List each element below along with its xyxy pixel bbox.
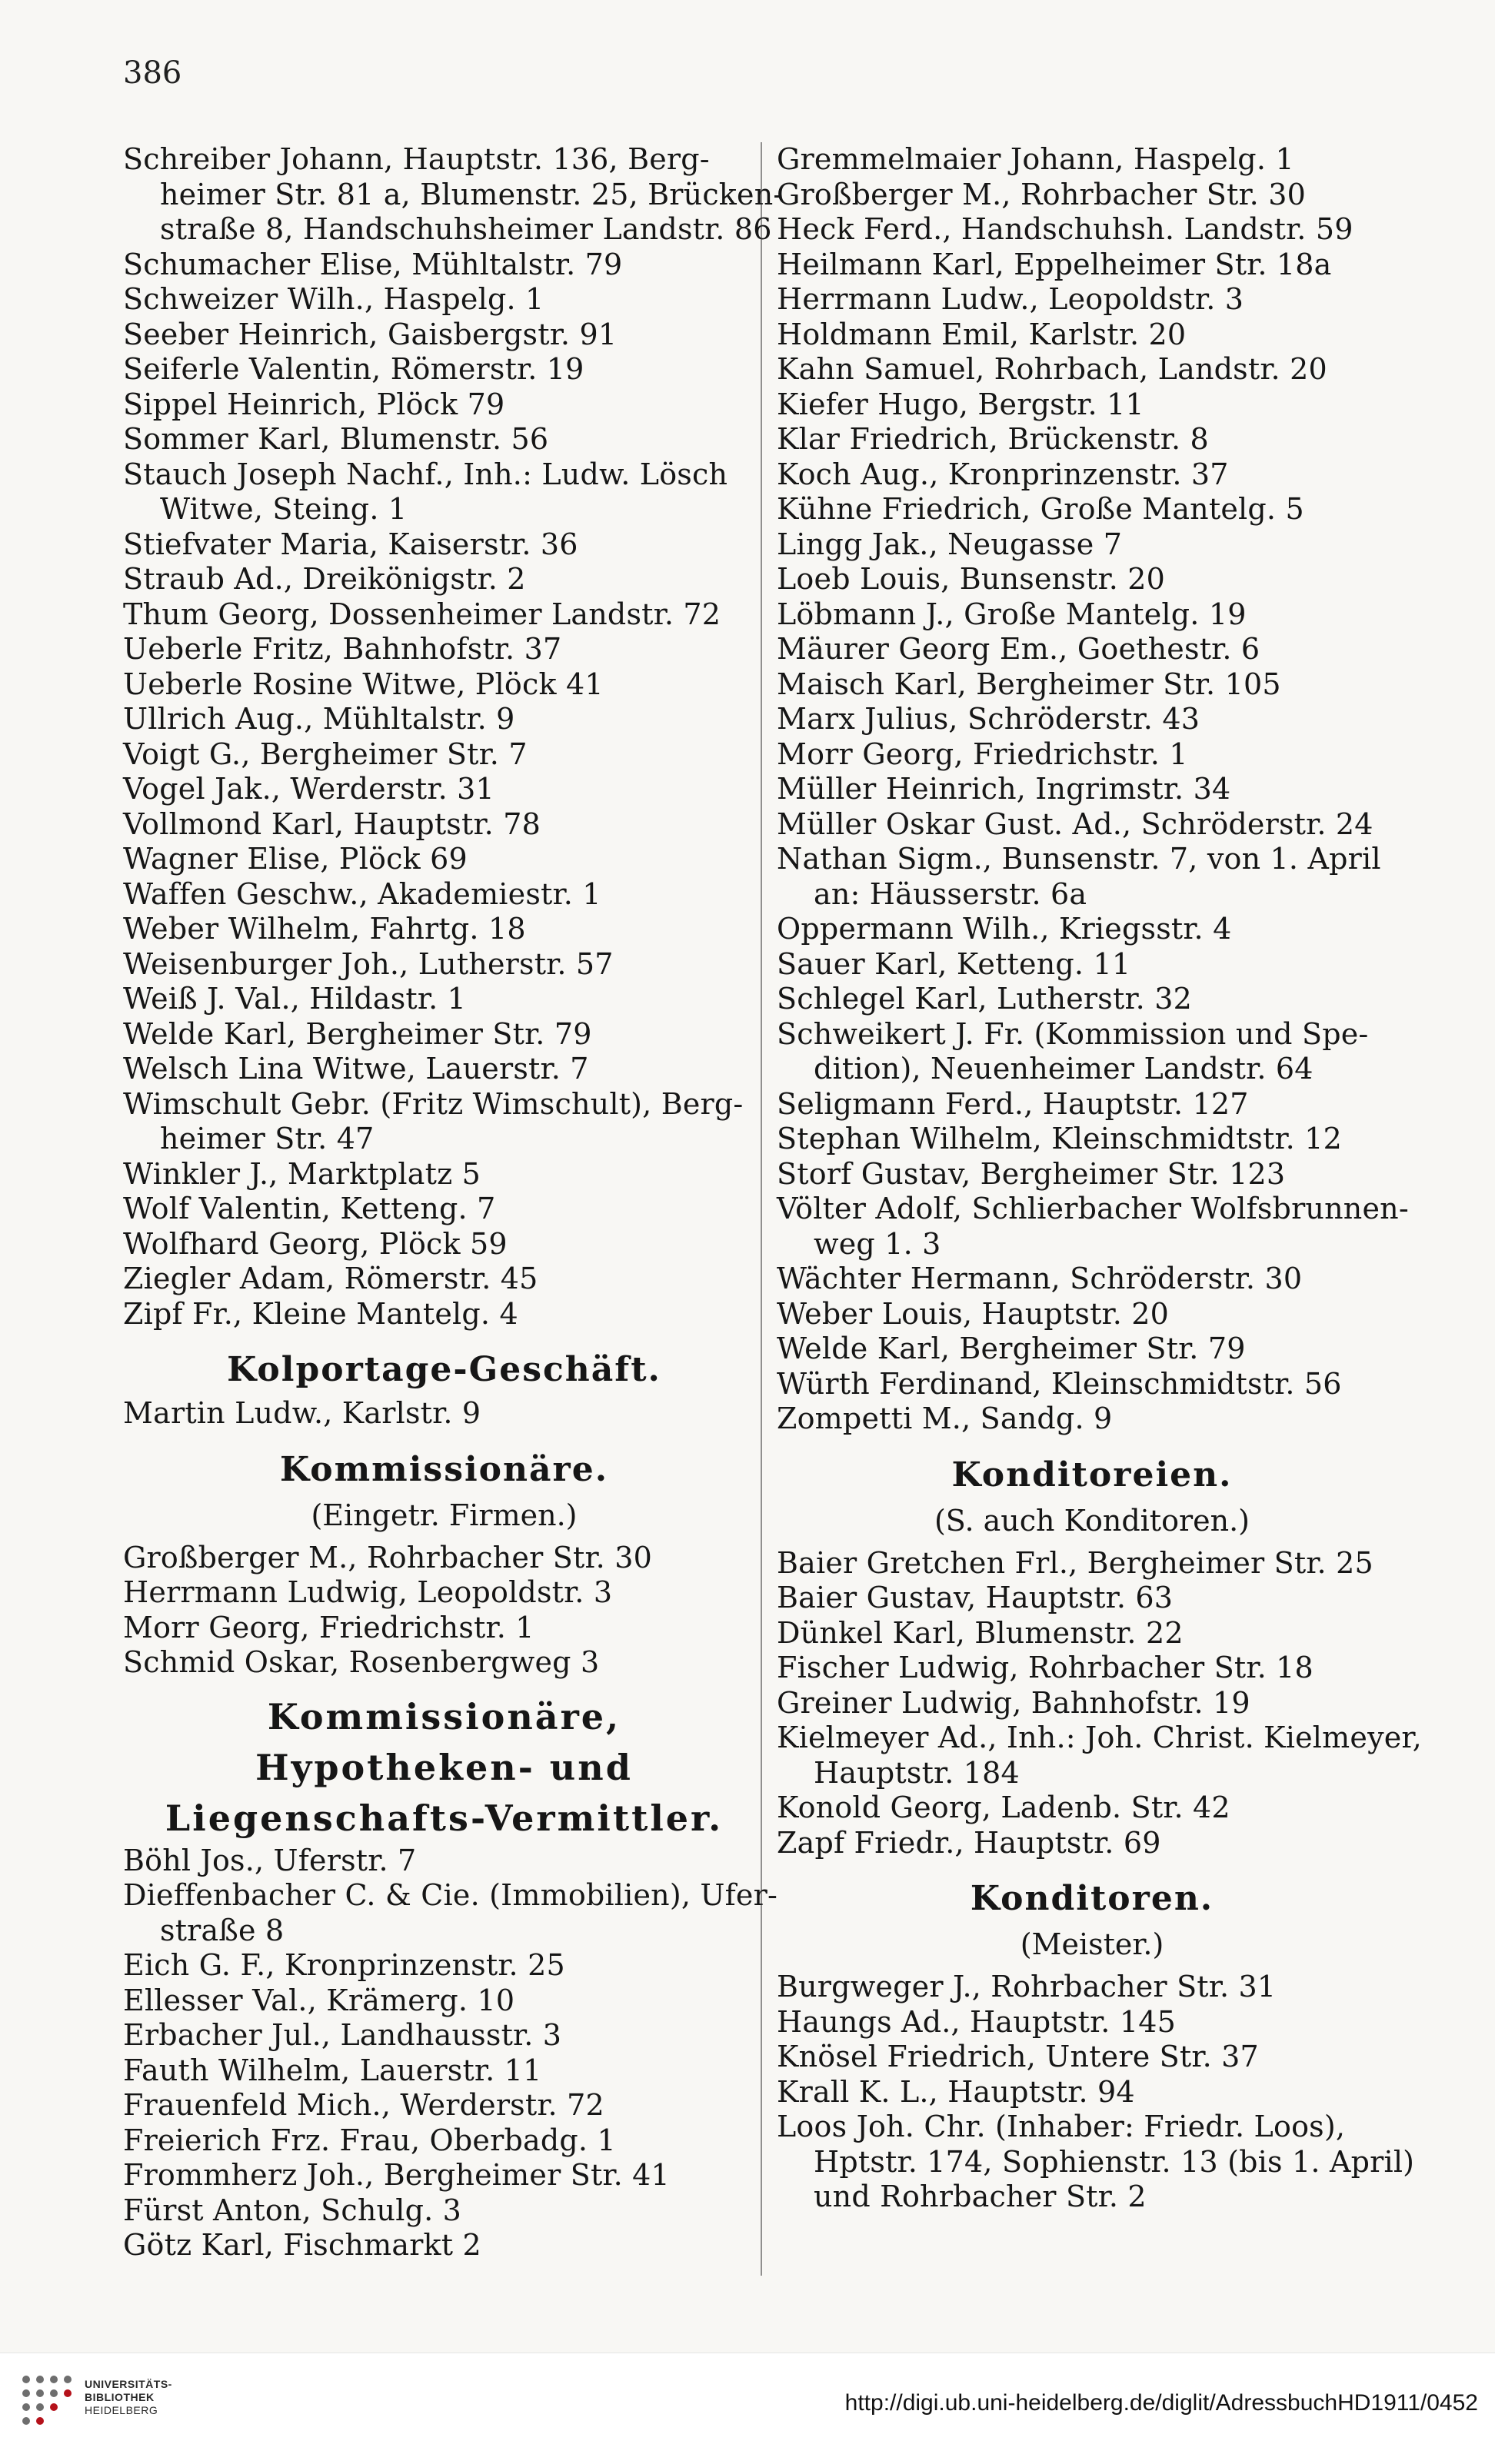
directory-entry: Koch Aug., Kronprinzenstr. 37 — [777, 457, 1229, 491]
directory-entry: Würth Ferdinand, Kleinschmidtstr. 56 — [777, 1366, 1342, 1401]
directory-entry: Thum Georg, Dossenheimer Landstr. 72 — [123, 597, 721, 631]
directory-entry: Waffen Geschw., Akademiestr. 1 — [123, 876, 601, 911]
directory-entry: Heck Ferd., Handschuhsh. Landstr. 59 — [777, 212, 1353, 246]
directory-entry: Oppermann Wilh., Kriegsstr. 4 — [777, 912, 1232, 946]
directory-entry-continuation: an: Häusserstr. 6a — [814, 876, 1087, 911]
directory-entry: Fauth Wilhelm, Lauerstr. 11 — [123, 2053, 542, 2087]
directory-entry: Schweikert J. Fr. (Kommission und Spe- — [777, 1016, 1369, 1051]
section-subheading: (Meister.) — [1020, 1927, 1164, 1961]
directory-entry: Erbacher Jul., Landhausstr. 3 — [123, 2018, 562, 2052]
directory-entry: Seeber Heinrich, Gaisbergstr. 91 — [123, 317, 618, 351]
section-subheading: (Eingetr. Firmen.) — [311, 1498, 578, 1532]
directory-entry: Voigt G., Bergheimer Str. 7 — [123, 737, 528, 771]
directory-entry: Kühne Friedrich, Große Mantelg. 5 — [777, 492, 1304, 526]
directory-entry-continuation: straße 8, Handschuhsheimer Landstr. 86 — [160, 212, 772, 246]
directory-entry: Gremmelmaier Johann, Haspelg. 1 — [777, 142, 1294, 176]
directory-entry: Ueberle Fritz, Bahnhofstr. 37 — [123, 632, 562, 666]
directory-entry: Götz Karl, Fischmarkt 2 — [123, 2228, 481, 2262]
directory-entry: Welde Karl, Bergheimer Str. 79 — [777, 1332, 1246, 1365]
directory-entry: Stiefvater Maria, Kaiserstr. 36 — [123, 527, 578, 561]
directory-entry: Müller Oskar Gust. Ad., Schröderstr. 24 — [777, 806, 1373, 841]
directory-entry: Welde Karl, Bergheimer Str. 79 — [123, 1016, 592, 1051]
section-heading: Kommissionäre, Hypotheken- und — [255, 1695, 633, 1788]
directory-entry: Herrmann Ludwig, Leopoldstr. 3 — [123, 1575, 613, 1609]
directory-entry: Kiefer Hugo, Bergstr. 11 — [777, 387, 1144, 421]
logo-line-1: UNIVERSITÄTS- — [85, 2378, 172, 2390]
section-heading: Kommissionäre. — [279, 1449, 609, 1489]
directory-entry: Dieffenbacher C. & Cie. (Immobilien), Ufer- — [123, 1878, 778, 1912]
directory-entry-continuation: heimer Str. 47 — [160, 1122, 375, 1156]
directory-entry: Mäurer Georg Em., Goethestr. 6 — [777, 632, 1260, 666]
directory-entry: Müller Heinrich, Ingrimstr. 34 — [777, 772, 1231, 806]
directory-entry: Holdmann Emil, Karlstr. 20 — [777, 317, 1187, 351]
directory-entry: Vollmond Karl, Hauptstr. 78 — [123, 806, 541, 841]
column-divider — [761, 142, 762, 2276]
directory-entry: Stephan Wilhelm, Kleinschmidtstr. 12 — [777, 1122, 1342, 1156]
directory-entry-continuation: und Rohrbacher Str. 2 — [814, 2180, 1147, 2213]
directory-entry: Vogel Jak., Werderstr. 31 — [123, 772, 494, 806]
directory-entry: Weber Louis, Hauptstr. 20 — [777, 1296, 1170, 1331]
directory-entry: Baier Gustav, Hauptstr. 63 — [777, 1581, 1174, 1614]
directory-entry: Morr Georg, Friedrichstr. 1 — [123, 1610, 534, 1644]
directory-entry: Baier Gretchen Frl., Bergheimer Str. 25 — [777, 1545, 1373, 1580]
directory-entry-continuation: dition), Neuenheimer Landstr. 64 — [814, 1052, 1314, 1086]
directory-entry: Lingg Jak., Neugasse 7 — [777, 527, 1123, 561]
directory-entry: Konold Georg, Ladenb. Str. 42 — [777, 1791, 1230, 1824]
directory-entry: Morr Georg, Friedrichstr. 1 — [777, 737, 1188, 771]
directory-entry: Weiß J. Val., Hildastr. 1 — [123, 982, 467, 1016]
directory-entry: Fürst Anton, Schulg. 3 — [123, 2193, 462, 2227]
directory-entry: Schreiber Johann, Hauptstr. 136, Berg- — [123, 142, 710, 176]
directory-entry: Welsch Lina Witwe, Lauerstr. 7 — [123, 1052, 589, 1086]
directory-entry: Sauer Karl, Ketteng. 11 — [777, 946, 1131, 981]
directory-entry: Großberger M., Rohrbacher Str. 30 — [123, 1540, 652, 1574]
right-column — [777, 142, 1422, 2215]
directory-entry: Löbmann J., Große Mantelg. 19 — [777, 597, 1247, 631]
directory-entry: Wolfhard Georg, Plöck 59 — [123, 1226, 508, 1261]
directory-entry: Sommer Karl, Blumenstr. 56 — [123, 422, 549, 456]
directory-entry: Dünkel Karl, Blumenstr. 22 — [777, 1615, 1184, 1650]
directory-entry: Schmid Oskar, Rosenbergweg 3 — [123, 1645, 600, 1679]
directory-entry: Wimschult Gebr. (Fritz Wimschult), Berg- — [123, 1086, 744, 1121]
directory-entry: Kielmeyer Ad., Inh.: Joh. Christ. Kielmeyer, — [777, 1721, 1422, 1754]
page-number: 386 — [123, 55, 182, 91]
logo-line-2: BIBLIOTHEK — [85, 2391, 155, 2403]
university-library-logo-icon — [17, 2370, 80, 2433]
directory-entry-continuation: Witwe, Steing. 1 — [160, 492, 408, 526]
directory-entry: Burgweger J., Rohrbacher Str. 31 — [777, 1970, 1277, 2003]
directory-entry: Freierich Frz. Frau, Oberbadg. 1 — [123, 2123, 616, 2157]
left-column — [123, 142, 784, 2263]
directory-entry: Krall K. L., Hauptstr. 94 — [777, 2074, 1135, 2109]
directory-entry-continuation: straße 8 — [160, 1913, 285, 1947]
directory-entry: Zipf Fr., Kleine Mantelg. 4 — [123, 1296, 518, 1331]
directory-entry: Winkler J., Marktplatz 5 — [123, 1156, 481, 1191]
directory-entry: Storf Gustav, Bergheimer Str. 123 — [777, 1156, 1286, 1191]
section-subheading: (S. auch Konditoren.) — [934, 1503, 1250, 1538]
directory-entry: Ueberle Rosine Witwe, Plöck 41 — [123, 667, 604, 701]
directory-entry: Weisenburger Joh., Lutherstr. 57 — [123, 946, 614, 981]
directory-entry: Seligmann Ferd., Hauptstr. 127 — [777, 1086, 1249, 1121]
directory-entry: Ullrich Aug., Mühltalstr. 9 — [123, 702, 515, 736]
directory-entry: Schlegel Karl, Lutherstr. 32 — [777, 982, 1192, 1016]
directory-entry: Marx Julius, Schröderstr. 43 — [777, 702, 1200, 736]
directory-entry: Knösel Friedrich, Untere Str. 37 — [777, 2040, 1259, 2073]
directory-entry: Frauenfeld Mich., Werderstr. 72 — [123, 2088, 604, 2122]
directory-entry: Klar Friedrich, Brückenstr. 8 — [777, 422, 1209, 456]
directory-entry: Frommherz Joh., Bergheimer Str. 41 — [123, 2158, 670, 2192]
directory-entry: Nathan Sigm., Bunsenstr. 7, von 1. April — [777, 842, 1381, 876]
directory-entry: Stauch Joseph Nachf., Inh.: Ludw. Lösch — [123, 457, 728, 491]
directory-entry: Schumacher Elise, Mühltalstr. 79 — [123, 247, 623, 281]
section-heading: Konditoreien. — [951, 1455, 1233, 1495]
directory-entry: Zompetti M., Sandg. 9 — [777, 1402, 1113, 1435]
directory-entry: Greiner Ludwig, Bahnhofstr. 19 — [777, 1685, 1250, 1720]
directory-entry: Wächter Hermann, Schröderstr. 30 — [777, 1262, 1303, 1295]
footer-bar — [0, 2353, 1495, 2464]
directory-entry-continuation: weg 1. 3 — [814, 1226, 941, 1261]
directory-entry: Sippel Heinrich, Plöck 79 — [123, 387, 505, 421]
section-heading: Konditoren. — [970, 1879, 1214, 1918]
directory-entry-continuation: heimer Str. 81 a, Blumenstr. 25, Brücken- — [160, 177, 784, 211]
directory-entry: Schweizer Wilh., Haspelg. 1 — [123, 282, 544, 316]
section-heading: Kolportage-Geschäft. — [227, 1350, 661, 1389]
directory-entry: Wolf Valentin, Ketteng. 7 — [123, 1192, 496, 1225]
directory-entry: Haungs Ad., Hauptstr. 145 — [777, 2004, 1176, 2039]
directory-entry: Böhl Jos., Uferstr. 7 — [123, 1843, 417, 1877]
directory-entry: Weber Wilhelm, Fahrtg. 18 — [123, 912, 526, 946]
directory-entry: Loos Joh. Chr. (Inhaber: Friedr. Loos), — [777, 2110, 1346, 2143]
directory-entry: Großberger M., Rohrbacher Str. 30 — [777, 177, 1306, 211]
directory-entry-continuation: Hptstr. 174, Sophienstr. 13 (bis 1. April) — [814, 2144, 1415, 2179]
directory-entry: Fischer Ludwig, Rohrbacher Str. 18 — [777, 1651, 1314, 1684]
directory-entry: Seiferle Valentin, Römerstr. 19 — [123, 352, 584, 386]
logo-text — [85, 2378, 172, 2417]
logo-line-3: HEIDELBERG — [85, 2404, 158, 2416]
directory-entry: Eich G. F., Kronprinzenstr. 25 — [123, 1948, 565, 1982]
source-url-link[interactable]: http://digi.ub.uni-heidelberg.de/diglit/AdressbuchHD1911/0452 — [844, 2390, 1478, 2416]
directory-entry: Ziegler Adam, Römerstr. 45 — [123, 1262, 538, 1295]
directory-entry: Heilmann Karl, Eppelheimer Str. 18a — [777, 247, 1332, 281]
directory-entry-continuation: Hauptstr. 184 — [814, 1755, 1020, 1790]
directory-entry: Kahn Samuel, Rohrbach, Landstr. 20 — [777, 352, 1327, 386]
directory-entry: Maisch Karl, Bergheimer Str. 105 — [777, 667, 1281, 701]
section-heading: Liegenschafts-Vermittler. — [165, 1797, 724, 1839]
directory-entry: Loeb Louis, Bunsenstr. 20 — [777, 562, 1166, 596]
directory-entry: Martin Ludw., Karlstr. 9 — [123, 1396, 481, 1430]
directory-entry: Straub Ad., Dreikönigstr. 2 — [123, 562, 526, 596]
directory-entry: Ellesser Val., Krämerg. 10 — [123, 1983, 515, 2017]
directory-entry: Wagner Elise, Plöck 69 — [123, 842, 468, 876]
directory-entry: Zapf Friedr., Hauptstr. 69 — [777, 1825, 1161, 1860]
directory-entry: Völter Adolf, Schlierbacher Wolfsbrunnen- — [777, 1192, 1409, 1225]
directory-entry: Herrmann Ludw., Leopoldstr. 3 — [777, 282, 1244, 316]
